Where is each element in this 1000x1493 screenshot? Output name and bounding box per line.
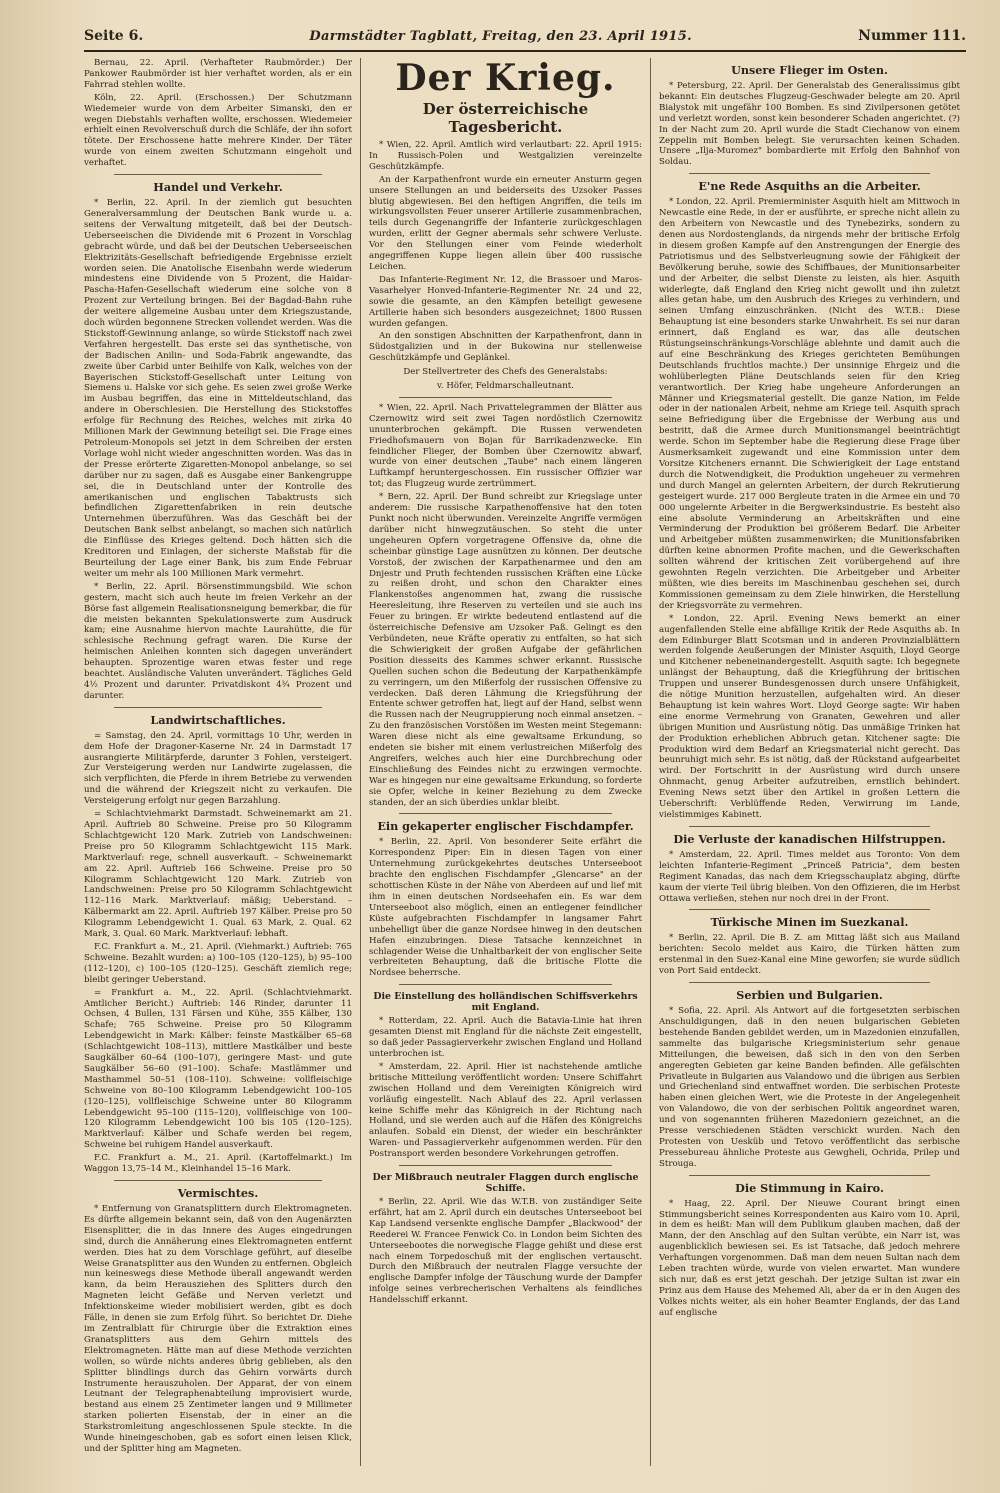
section-heading-suezkanal: Türkische Minen im Suezkanal. bbox=[710, 915, 909, 930]
section-heading-asquith: E'ne Rede Asquiths an die Arbeiter. bbox=[698, 179, 921, 194]
page-number: Seite 6. bbox=[84, 28, 144, 44]
article-paragraph: * Berlin, 22. April. Von besonderer Seite erfährt die Korrespondenz Piper: Ein in diesen Tagen von einer Unternehmung zurückgekehrtes deutsches Unterseeboot brachte den englischen Fischdampfer „Glencarse" an der schottischen Küste in der Nähe von Aberdeen auf und lief mit ihm in einen deutschen Nordseehafen ein. Es war dem Unterseeboot also möglich, einen an entlegener feindlicher Küste aufgebrachten Fischdampfer in langsamer Fahrt unbehelligt über die ganze Nordsee hinweg in den deutschen Hafen einzubringen. Diese Tatsache kennzeichnet in schlagender Weise die Unhaltbarkeit der von englischer Seite verbreiteten Behauptung, daß die britische Flotte die Nordsee beherrsche. bbox=[369, 837, 642, 979]
column-left bbox=[84, 58, 360, 1466]
article-paragraph: * Petersburg, 22. April. Der Generalstab des Generalissimus gibt bekannt: Ein deutsches Flugzeug-Geschwader belegte am 20. April Bialystok mit ungefähr 100 Bomben. Es sind Zivilpersonen getötet und verletzt worden, sonst kein besonderer Schaden angerichtet. (?) In der Nacht zum 20. April wurde die Stadt Ciechanow von einem Zeppelin mit Bomben belegt. Sie verursachten keinen Schaden. Unsere „Ilja-Muromez" bombardierte mit Erfolg den Bahnhof von Soldau. bbox=[659, 81, 960, 168]
section-heading-kairo: Die Stimmung in Kairo. bbox=[735, 1180, 884, 1195]
divider bbox=[114, 707, 322, 708]
article-paragraph: * Sofia, 22. April. Als Antwort auf die fortgesetzten serbischen Anschuldigungen, daß in den neuen bulgarischen Gebieten bestehende Banden gebildet werden, um in Mazedonien einzufallen, sammelte das bulgarische Kriegsministerium sehr genaue Mitteilungen, die beweisen, daß sich in den von den Serben angeregten Gebieten gar keine Banden befinden. Alle gefälschten Privatleute in Bulgarien aus Valandowo und die übrigen aus Serbien und Griechenland sind entwaffnet worden. Die serbischen Proteste haben einen gleichen Wert, wie die Proteste in der Angelegenheit von Valandowo, die von der serbischen Politik angeordnet waren, und von sogenannten früheren Mazedoniern gezeichnet, an die Presse verschiedenen Städten verschickt wurden. Nach den Protesten von Uesküb und Tetovo veröffentlicht das serbische Pressebureau ähnliche Proteste aus Gewgheli, Ochrida, Prilep und Strouga. bbox=[659, 1006, 960, 1169]
article-paragraph: Das Infanterie-Regiment Nr. 12, die Brassoer und Maros-Vasarhelyer Honved-Infanterie-Regimenter Nr. 24 und 22, sowie die gesamte, an den Kämpfen beteiligt gewesene Artillerie haben sich besonders ausgezeichnet; 1800 Russen wurden gefangen. bbox=[369, 274, 642, 329]
main-headline: Der Krieg. bbox=[395, 58, 616, 99]
signature-line: Der Stellvertreter des Chefs des Generalstabs: bbox=[403, 367, 608, 378]
divider bbox=[114, 1180, 322, 1181]
article-paragraph: * Berlin, 22. April. Börsenstimmungsbild. Wie schon gestern, macht sich auch heute im freien Verkehr an der Börse fast allgemein Realisationsneigung bemerkbar, die für die meisten bekannten Spekulationswerte zum Ausdruck kam; eine Ausnahme hiervon machte Laurahütte, die für schlesische Rechnung gefragt waren. Die Kurse der heimischen Anleihen konnten sich dagegen unverändert behaupten. Sprozentige waren etwas fester und rege beachtet. Ausländische Valuten unverändert. Tägliches Geld 4½ Prozent und darunter. Privatdiskont 4¾ Prozent und darunter. bbox=[84, 581, 352, 701]
issue-number: Nummer 111. bbox=[858, 28, 966, 44]
article-paragraph: * London, 22. April. Premierminister Asquith hielt am Mittwoch in Newcastle eine Rede, in der er ausführte, er spreche nicht allein zu den Arbeitern von Newcastle und des Tynebezirks, sondern zu denen aus Nordostenglands, da nirgends mehr der britische Erfolg in diesem großen Kampfe auf den Anstrengungen der Energie des Patriotismus und des Selbstverleugnung sowie der Fähigkeit der Bevölkerung beruhe, sowie des Schiffbaues, der Munitionsarbeiter und der Arbeiter, die selbst Dienste zu leisten, als hier. Asquith widerlegte, daß England den Krieg nicht gewollt und ihn zuletzt alles getan habe, um den Ausbruch des Krieges zu verhindern, und seinen Umfang einzuschränken. (Nicht des W.T.B.: Diese Behauptung ist eine besonders starke Unwahrheit. Es sei nur daran erinnert, daß England es war, das alle deutschen Rüstungseinschränkungs-Vorschläge ablehnte und damit auch die auf eine Beschränkung des Krieges gerichteten Bemühungen Deutschlands fruchtlos machte.) Der unsinnige Ehrgeiz und die wohlüberlegten Pläne Deutschlands seien für den Krieg verantwortlich. Der Krieg habe ungeheure Anforderungen an Männer und Kriegsmaterial gestellt. Die ganze Nation, im Felde oder in der nationalen Arbeit, nehme am Kriege teil. Asquith sprach seine Befriedigung über die Ergebnisse der Werbung aus und bestritt, daß die Armee durch Munitionsmangel beeinträchtigt werde. Schon im September habe die Regierung diese Frage über Ausmerksamkeit zugewandt und eine Kommission unter dem Vorsitze Kitcheners ernannt. Die Schwierigkeit der Lage entstand durch die Notwendigkeit, die Produktion ungeheuer zu vermehren und durch Mangel an gelernten Arbeitern, der durch Rekrutierung gesteigert wurde. 217 000 Bergleute traten in die Armee ein und 70 000 ungelernte Arbeiter in die Bergwerksindustrie. Es besteht also eine absolute Verminderung an Arbeitskräften und eine Verminderung der Produktion bei größerem Bedarf. Die Arbeiter und Arbeitgeber müßten zusammenwirken; die Munitionsfabriken dürften keine abnormen Profite machen, und die Gewerkschaften sollten während der kritischen Zeit vorübergehend auf ihre gewohnten Regeln verzichten. Die Arbeitgeber und Arbeiter müßten, wie dies bereits im Maschinenbau geschehen sei, durch Kommissionen gemeinsam zu dem Ziele hinwirken, die Herstellung der Kriegsvorräte zu vermehren. bbox=[659, 197, 960, 611]
section-heading-flieger: Unsere Flieger im Osten. bbox=[731, 63, 888, 77]
masthead: Darmstädter Tagblatt, Freitag, den 23. April 1915. bbox=[309, 29, 692, 44]
columns bbox=[84, 58, 966, 1466]
article-paragraph: Köln, 22. April. (Erschossen.) Der Schutzmann Wiedemeier wurde von dem Arbeiter Simanski, den er wegen Diebstahls verhaften wollte, erschossen. Wiedemeier erhielt einen Revolverschuß durch die Schläfe, der ihn sofort tötete. Der Erschossene hatte mehrere Kinder. Der Täter wurde von einem zweiten Schutzmann eingeholt und verhaftet. bbox=[84, 92, 352, 169]
article-paragraph: F.C. Frankfurt a. M., 21. April. (Kartoffelmarkt.) Im Waggon 13,75–14 M., Kleinhandel 15–16 Mark. bbox=[84, 1153, 352, 1175]
article-paragraph: * Berlin, 22. April. Die B. Z. am Mittag läßt sich aus Mailand berichten: Secolo meldet aus Kairo, die Türken hätten zum erstenmal in den Suez-Kanal eine Mine geworfen; sie wurde südlich von Port Said entdeckt. bbox=[659, 933, 960, 977]
article-paragraph: * Berlin, 22. April. Wie das W.T.B. von zuständiger Seite erfährt, hat am 2. April durch ein deutsches Unterseeboot bei Kap Landsend versenkte englische Dampfer „Blackwood" der Reederei W. Francee Fenwick Co. in London beim Sichten des Unterseebootes die norwegische Flagge gehißt und diese erst nach einem Torpedoschuß mit der englischen vertauscht. Durch den Mißbrauch der neutralen Flagge versuchte der englische Dampfer infolge der Täuschung wurde der Dampfer infolge seines verbrecherischen Verhaltens als feindliches Handelsschiff erkannt. bbox=[369, 1197, 642, 1306]
column-middle bbox=[360, 58, 650, 1466]
article-paragraph: F.C. Frankfurt a. M., 21. April. (Viehmarkt.) Auftrieb: 765 Schweine. Bezahlt wurden: a) 100–105 (120–125), b) 95–100 (112–120), c) 100–105 (120–125). Geschäft ziemlich rege; bleibt geringer Ueberstand. bbox=[84, 941, 352, 985]
article-paragraph: * Amsterdam, 22. April. Times meldet aus Toronto: Von dem leichten Infanterie-Regiment „Princeß Patricia", dem besten Regiment Kanadas, das nach dem Kriegsschauplatz abging, dürfte kaum der vierte Teil übrig bleiben. Von den Offizieren, die im Herbst Ottawa verließen, stehen nur noch drei in der Front. bbox=[659, 849, 960, 904]
article-paragraph: An der Karpathenfront wurde ein erneuter Ansturm gegen unsere Stellungen an und beiderseits des Uzsoker Passes blutig abgewiesen. Bei den heftigen Angriffen, die teils im wirkungsvollsten Feuer unserer Artillerie zusammenbrachen, teils durch Gegenangriffe der Infanterie zurückgeschlagen wurden, erlitt der Gegner abermals sehr schwere Verluste. Vor den Stellungen einer vom Feinde wiederholt angegriffenen Kuppe liegen allein über 400 russische Leichen. bbox=[369, 174, 642, 272]
section-heading-handel: Handel und Verkehr. bbox=[153, 180, 283, 195]
article-paragraph: * Haag, 22. April. Der Nieuwe Courant bringt einen Stimmungsbericht seines Korrespondenten aus Kairo vom 10. April, in dem es heißt: Man will dem Publikum glauben machen, daß der Mann, der den Anschlag auf den Sultan verübte, ein Narr ist, was augenblicklich bewiesen sei. Es ist Tatsache, daß jedoch mehrere Verhaftungen vorgenommen. Daß man dem neuen Sultan nach dem Leben trachten würde, wurde von vielen erwartet. Man wundere sich nur, daß es erst jetzt geschah. Der jetzige Sultan ist zwar ein Prinz aus dem Hause des Mehemed Ali, aber da er in den Augen des Volkes nichts weiter, als ein hoher Beamter Englands, der das Land auf englische bbox=[659, 1198, 960, 1318]
page-header bbox=[84, 28, 966, 52]
sub-headline: Der österreichische Tagesbericht. bbox=[422, 100, 589, 136]
article-paragraph: = Frankfurt a. M., 22. April. (Schlachtviehmarkt. Amtlicher Bericht.) Auftrieb: 146 Rinder, darunter 11 Ochsen, 4 Bullen, 131 Färsen und Kühe, 355 Kälber, 130 Schafe; 765 Schweine. Preise pro 50 Kilogramm Lebendgewicht in Mark: Kälber: feinste Mastkälber 65–68 (Schlachtgewicht 108–113), mittlere Mastkälber und beste Saugkälber 60–64 (100–107), geringere Mast- und gute Saugkälber 56–60 (91–100). Schafe: Mastlämmer und Masthammel 50–51 (108–110). Schweine: vollfleischige Schweine von 80–100 Kilogramm Lebendgewicht 100–105 (120–125), vollfleischige Schweine unter 80 Kilogramm Lebendgewicht 95–100 (115–120), vollfleischige von 100–120 Kilogramm Lebendgewicht 100 bis 105 (120–125). Marktverlauf: Kälber und Schafe werden bei regem, Schweine bei ruhigem Handel ausverkauft. bbox=[84, 987, 352, 1151]
article-paragraph: * London, 22. April. Evening News bemerkt an einer augenfallenden Stelle eine abfällige Kritik der Rede Asquiths ab. In dem Edinburger Blatt Scotsman und in anderen Provinzialblättern werden folgende Aeußerungen der Minister Asquith, Lloyd George und Kitchener nebeneinandergestellt. Asquith sagte: Ich begegnete unlängst der Behauptung, daß die Kriegführung der britischen Truppen und unserer Bundesgenossen durch unsere Unfähigkeit, die nötige Munition herzustellen, aufgehalten wird. An dieser Behauptung ist kein wahres Wort. Lloyd George sagte: Wir haben eine enorme Vermehrung von Granaten, Gewehren und aller übrigen Munition und Ausrüstung nötig. Das unmäßige Trinken hat der Produktion erheblichen Abbruch getan. Kitchener sagte: Die Produktion wird dem Bedarf an Kriegsmaterial nicht gerecht. Das beunruhigt mich sehr. Es ist nötig, daß der Rückstand aufgearbeitet wird. Der Fortschritt in der Ausrüstung wird durch unsere Ohnmacht, genug Arbeiter aufzutreiben, ernstlich behindert. Evening News setzt über den Artikel in großen Lettern die Ueberschrift: Verblüffende Reden, Verwirrung im Lande, vielstimmiges Kabinett. bbox=[659, 613, 960, 820]
section-heading-fischdampfer: Ein gekaperter englischer Fischdampfer. bbox=[377, 819, 634, 834]
section-heading-schiffsverkehr: Die Einstellung des holländischen Schiffsverkehrs mit England. bbox=[373, 991, 638, 1014]
section-heading-vermischtes: Vermischtes. bbox=[177, 1186, 259, 1200]
divider bbox=[689, 826, 930, 827]
divider bbox=[114, 174, 322, 175]
section-heading-flaggen: Der Mißbrauch neutraler Flaggen durch englische Schiffe. bbox=[372, 1172, 639, 1195]
article-paragraph: * Amsterdam, 22. April. Hier ist nachstehende amtliche britische Mitteilung veröffentlicht worden: Unsere Schiffahrt zwischen Holland und dem Vereinigten Königreich wird vorläufig eingestellt. Nach Ablauf des 22. April verlassen keine Schiffe mehr das Königreich in der Richtung nach Holland, und sie werden auch auf die Häfen des Königreichs anlaufen. Sobald ein Dienst, der wieder ein beschränkter Waren- und Passagierverkehr aufgenommen werden. Für den Postransport werden besondere Vorkehrungen getroffen. bbox=[369, 1061, 642, 1160]
column-right bbox=[650, 58, 960, 1466]
divider bbox=[689, 982, 930, 983]
article-paragraph: * Rotterdam, 22. April. Auch die Batavia-Linie hat ihren gesamten Dienst mit England für die nächste Zeit eingestellt, so daß jeder Passagierverkehr zwischen England und Holland unterbrochen ist. bbox=[369, 1016, 642, 1059]
divider bbox=[399, 813, 612, 814]
divider bbox=[399, 1165, 612, 1166]
section-heading-kanada: Die Verluste der kanadischen Hilfstruppen. bbox=[673, 831, 946, 846]
article-paragraph: * Wien, 22. April. Nach Privattelegrammen der Blätter aus Czernowitz wird seit zwei Tagen nordöstlich Czernowitz ununterbrochen gekämpft. Die Russen verwendeten Friedhofsmauern von Bojan für Barrikadenzwecke. Ein feindlicher Flieger, der Bomben über Czernowitz abwarf, wurde von einer deutschen „Taube" nach einem längeren Luftkampf heruntergeschossen. Ein russischer Offizier war tot; das Flugzeug wurde zertrümmert. bbox=[369, 402, 642, 490]
divider bbox=[689, 909, 930, 910]
article-paragraph: * Entfernung von Granatsplittern durch Elektromagneten. Es dürfte allgemein bekannt sein, daß von den Augenärzten Eisensplitter, die in das Innere des Auges eingedrungen sind, durch die Annäherung eines Elektromagneten entfernt werden. Dies hat zu dem Vorschlage geführt, auf dieselbe Weise Granatsplitter aus den Wunden zu entfernen. Obgleich nun keineswegs diese Methode überall angewandt werden kann, da beim Herausziehen des Splitters durch den Magneten leicht Gefäße und Nerven verletzt und Infektionskeime wieder mobilisiert werden, gibt es doch Fälle, in denen sie zum Erfolg führt. So berichtet Dr. Diehe im Zentralblatt für Chirurgie über die Extraktion eines Granatsplitters aus dem Gehirn mittels des Elektromagneten. Hätte man auf diese Methode verzichten wollen, so würde nichts anderes übrig geblieben, als den Splitter blindlings durch das Gehirn vorwärts durch Instrumente herauszuholen. Der Apparat, der von einem Leutnant der Telegraphenabteilung improvisiert wurde, bestand aus einem 25 Zentimeter langen und 9 Millimeter starken polierten Eisenstab, der in einer an die Starkstromleitung angeschlossenen Spule steckte. In die Wunde hineingeschoben, gab es sofort einen leisen Klick, und der Splitter hing am Magneten. bbox=[84, 1204, 352, 1454]
divider bbox=[399, 397, 612, 398]
divider bbox=[689, 173, 930, 174]
divider bbox=[689, 1175, 930, 1176]
article-paragraph: An den sonstigen Abschnitten der Karpathenfront, dann in Südostgalizien und in der Bukowina nur stellenweise Geschützkämpfe und Geplänkel. bbox=[369, 331, 642, 364]
signature-name: v. Höfer, Feldmarschalleutnant. bbox=[437, 381, 574, 392]
article-paragraph: * Berlin, 22. April. In der ziemlich gut besuchten Generalversammlung der Deutschen Bank wurde u. a. seitens der Verwaltung mitgeteilt, daß bei der Deutsch-Ueberseeischen die Dividende mit 6 Prozent in Vorschlag gebracht würde, und daß bei der Deutschen Ueberseeischen Elektrizitäts-Gesellschaft befriedigende Ergebnisse erzielt worden seien. Die Anatolische Eisenbahn werde wiederum mindestens eine Dividende von 5 Prozent, die Haidar-Pascha-Hafen-Gesellschaft wiederum eine solche von 8 Prozent zur Verteilung bringen. Bei der Bagdad-Bahn ruhe der weitere allgemeine Ausbau unter dem Kriegszustande, doch würden begonnene Strecken vollendet werden. Was die Stickstoff-Gewinnung anlange, so würde Stickstoff nach zwei Verfahren hergestellt. Das erste sei das synthetische, von der Badischen Anilin- und Soda-Fabrik angewandte, das zweite über Carbid unter Beihilfe von Kalk, welches von der Bayerischen Stickstoff-Gesellschaft unter Leitung von Siemens u. Halske vor sich gehe. Es seien zwei große Werke im Ausbau begriffen, das eine in Mitteldeutschland, das andere in Oberschlesien. Die Herstellung des Stickstoffes erfolge für Rechnung des Reiches, welches mit zirka 40 Millionen Mark der Gewinnung beteiligt sei. Die Frage eines Petroleum-Monopols sei jetzt in dem Schreiben der ersten Vorlage wohl nicht wieder angeschnitten worden. Was das in der Presse erörterte Zigaretten-Monopol anbelange, so sei darüber nur zu sagen, daß es Ausgabe einer Bankengruppe sei, die in Deutschland unter der Kontrolle des amerikanischen und englischen Tabaktrusts sich befindlichen Zigarettenfabriken in rein deutsche Unternehmen überzuführen. Was das Geschäft bei der Deutschen Bank selbst anbelangt, so machen sich natürlich die Einflüsse des Krieges geltend. Doch hätten sich die Kreditoren und Einlagen, der sicherste Maßstab für die Beurteilung der Lage einer Bank, bis zum Ende Februar weiter um mehr als 100 Millionen Mark vermehrt. bbox=[84, 198, 352, 579]
article-paragraph: * Wien, 22. April. Amtlich wird verlautbart: 22. April 1915: In Russisch-Polen und Westgalizien vereinzelte Geschützkämpfe. bbox=[369, 140, 642, 172]
article-paragraph: Bernau, 22. April. (Verhafteter Raubmörder.) Der Pankower Raubmörder ist hier verhaftet worden, als er ein Fahrrad stehlen wollte. bbox=[84, 58, 352, 90]
article-paragraph: = Samstag, den 24. April, vormittags 10 Uhr, werden in dem Hofe der Dragoner-Kaserne Nr. 24 in Darmstadt 17 ausrangierte Militärpferde, darunter 3 Fohlen, versteigert. Zur Versteigerung werden nur Landwirte zugelassen, die sich verpflichten, die Pferde in ihrem Betriebe zu verwenden und die während der Kriegszeit nicht zu verkaufen. Die Versteigerung erfolgt nur gegen Barzahlung. bbox=[84, 730, 352, 807]
section-heading-serbien: Serbien und Bulgarien. bbox=[736, 988, 883, 1003]
divider bbox=[399, 984, 612, 985]
article-paragraph: * Bern, 22. April. Der Bund schreibt zur Kriegslage unter anderem: Die russische Karpathenoffensive hat den toten Punkt noch nicht überwunden. Vereinzelte Angriffe vermögen darüber nicht hinwegzutäuschen. So steht die unter ungeheuren Opfern vorgetragene Offensive da, ohne die scheinbar günstige Lage ausnützen zu können. Der deutsche Vorstoß, der zwischen der Karpathenarmee und den am Dnjestr und Pruth fechtenden russischen Kräften eine Lücke zu reißen droht, und schon den Charakter eines Flankenstoßes angenommen hat, zwang die russische Heeresleitung, ihre Reserven zu verteilen und sie auch ins Feuer zu bringen. Er wirkte bedeutend entlastend auf die österreichische Defensive am Uzsoker Paß. Gelingt es den Verbündeten, neue Kräfte operativ zu entfalten, so hat sich die Schwierigkeit der großen Aufgabe der gefährlichen Position diesseits des Kammes schwer erkannt. Russische Quellen suchen schon die Bedeutung der Karpathenkämpfe zu verringern, um den Mißerfolg der russischen Offensive zu verdecken. Daß deren Lähmung die Kriegsführung der Entente schwer getroffen hat, liegt auf der Hand, selbst wenn die Russen nach der Neugruppierung noch einmal ansetzen. – Zu den französischen Vorstößen im Westen meint Stegemann: Waren diese nicht als eine gewaltsame Erkundung, so endeten sie bisher mit einem verlustreichen Mißerfolg des Angreifers, welches auch hier eine Durchbrechung oder Einschließung des Feindes nicht zu erzwingen vermochte. War es hingegen nur eine gewaltsame Erkundung, so forderte sie Opfer, welche in keiner Beziehung zu dem Zwecke standen, der an sich überdies unklar bleibt. bbox=[369, 492, 642, 808]
article-paragraph: = Schlachtviehmarkt Darmstadt. Schweinemarkt am 21. April. Auftrieb 80 Schweine. Preise pro 50 Kilogramm Schlachtgewicht 120 Mark. Zutrieb von Landschweinen: Preise pro 50 Kilogramm Schlachtgewicht 115 Mark. Marktverlauf: rege, schnell ausverkauft. – Schweinemarkt am 22. April. Auftrieb 166 Schweine. Preise pro 50 Kilogramm Schlachtgewicht 120 Mark. Zutrieb von Landschweinen: Preise pro 50 Kilogramm Schlachtgewicht 112–116 Mark. Marktverlauf: mäßig; Ueberstand. – Kälbermarkt am 22. April. Auftrieb 197 Kälber. Preise pro 50 Kilogramm Lebendgewicht 1. Qual. 63 Mark, 2. Qual. 62 Mark, 3. Qual. 60 Mark. Marktverlauf: lebhaft. bbox=[84, 809, 352, 940]
section-heading-landwirtschaft: Landwirtschaftliches. bbox=[150, 712, 286, 727]
